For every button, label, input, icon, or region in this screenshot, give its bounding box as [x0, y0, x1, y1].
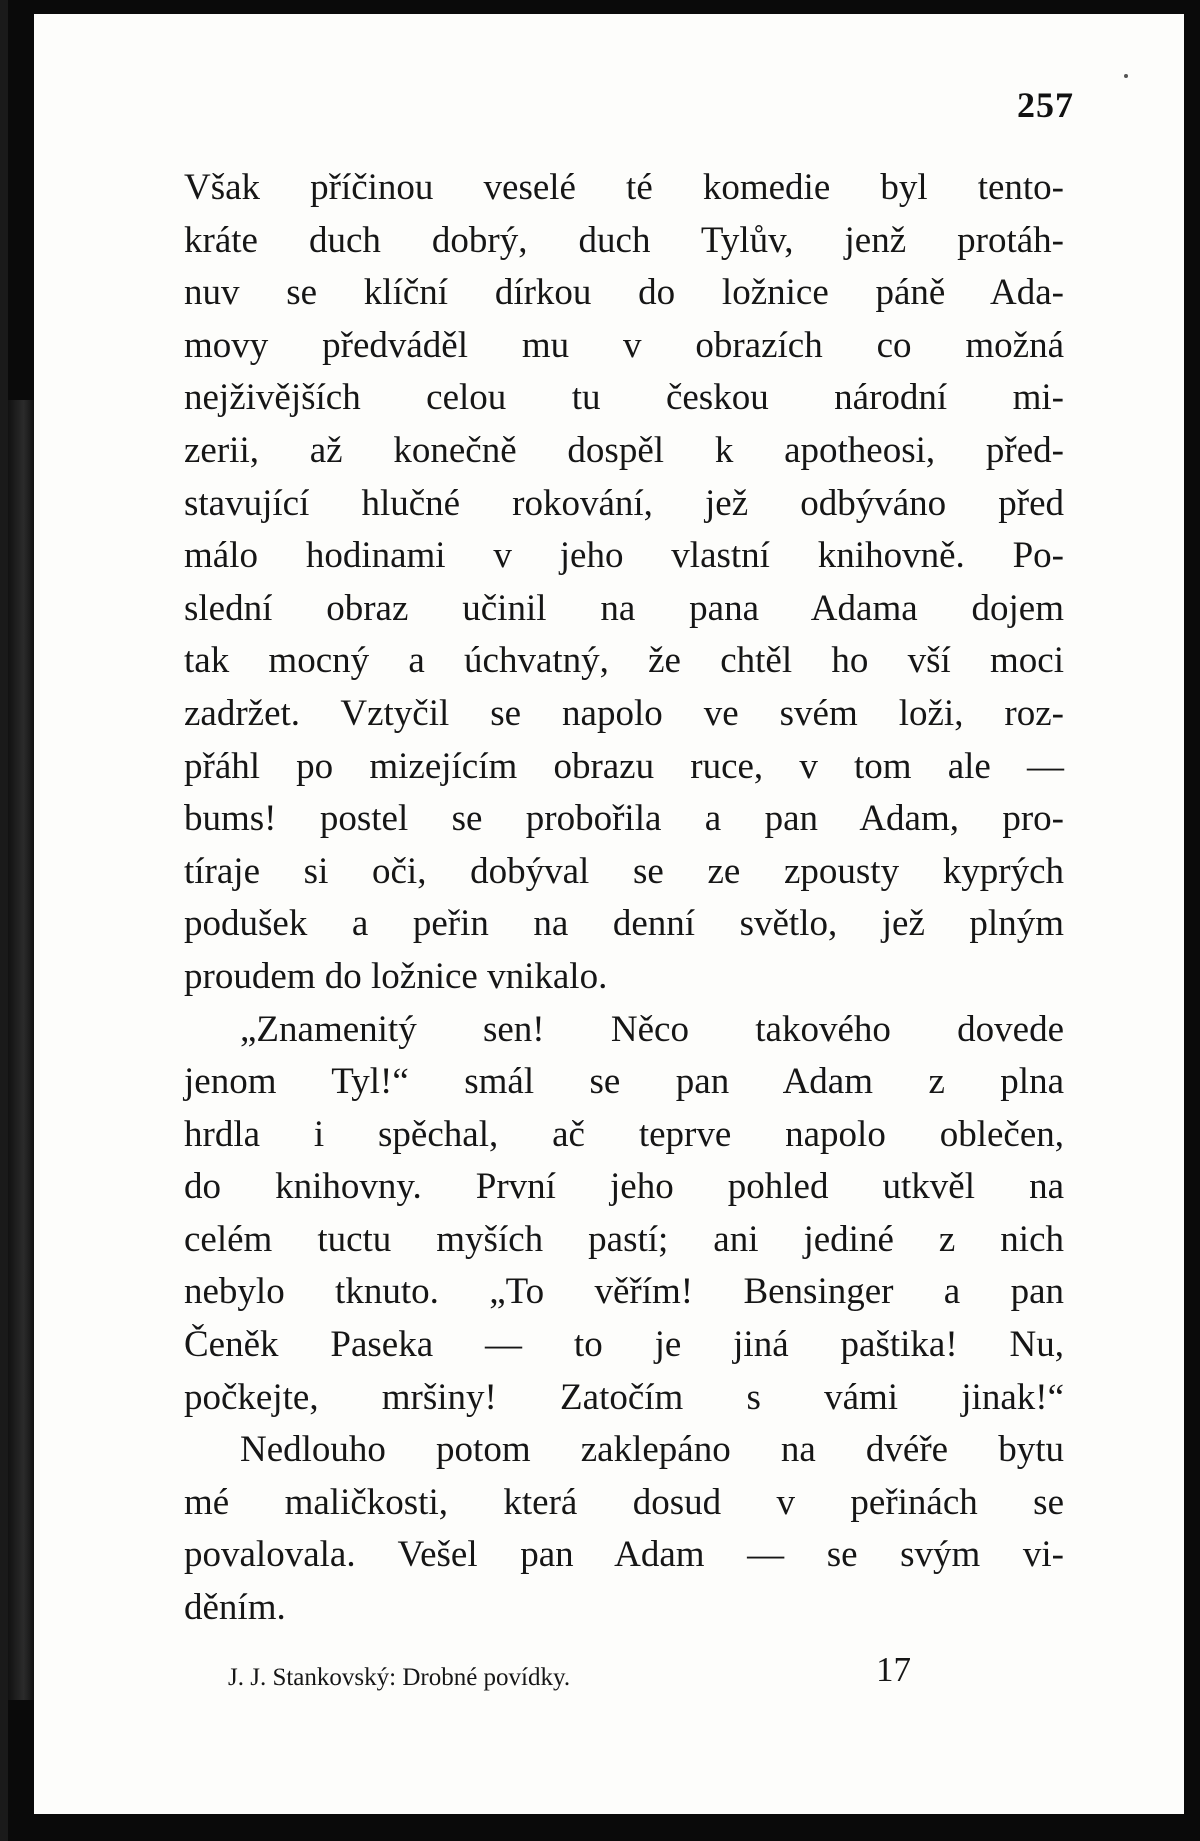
text-line: nebylo tknuto. „To věřím! Bensinger a pan — [184, 1271, 1064, 1313]
text-line: počkejte, mršiny! Zatočím s vámi jinak!“ — [184, 1376, 1064, 1418]
text-line: slední obraz učinil na pana Adama dojem — [184, 587, 1064, 629]
text-line: přáhl po mizejícím obrazu ruce, v tom ale — — [184, 745, 1064, 787]
text-line: Nedlouho potom zaklepáno na dvéře bytu — [240, 1429, 1064, 1471]
text-line: děním. — [184, 1587, 286, 1629]
page-number: 257 — [1017, 85, 1074, 125]
text-line: jenom Tyl!“ smál se pan Adam z plna — [184, 1061, 1064, 1103]
body-text — [184, 162, 1064, 1635]
footer-signature: J. J. Stankovský: Drobné povídky. — [228, 1664, 571, 1691]
binding-shadow — [8, 400, 34, 1700]
text-line: tak mocný a úchvatný, že chtěl ho vší moci — [184, 640, 1064, 682]
text-line: málo hodinami v jeho vlastní knihovně. Po- — [184, 535, 1064, 577]
text-line: nejživějších celou tu českou národní mi- — [184, 377, 1064, 419]
text-line: Čeněk Paseka — to je jiná paštika! Nu, — [184, 1324, 1064, 1366]
text-line: „Znamenitý sen! Něco takového dovede — [240, 1008, 1064, 1050]
text-line: movy předváděl mu v obrazích co možná — [184, 324, 1064, 366]
binding-edge — [0, 0, 8, 1841]
text-line: mé maličkosti, která dosud v peřinách se — [184, 1481, 1064, 1523]
text-line: do knihovny. První jeho pohled utkvěl na — [184, 1166, 1064, 1208]
footer-sheet-number: 17 — [876, 1650, 911, 1689]
text-line: zadržet. Vztyčil se napolo ve svém loži, roz- — [184, 692, 1064, 734]
text-line: podušek a peřin na denní světlo, jež plným — [184, 903, 1064, 945]
text-line: celém tuctu myších pastí; ani jediné z nich — [184, 1218, 1064, 1260]
text-line: tíraje si oči, dobýval se ze zpousty kyprých — [184, 850, 1064, 892]
text-line: bums! postel se probořila a pan Adam, pro- — [184, 798, 1064, 840]
text-line: Však příčinou veselé té komedie byl tento- — [184, 167, 1064, 208]
text-line: kráte duch dobrý, duch Tylův, jenž protáh- — [184, 219, 1064, 261]
book-page — [34, 14, 1184, 1814]
text-line: zerii, až konečně dospěl k apotheosi, před- — [184, 429, 1064, 471]
text-line: hrdla i spěchal, ač teprve napolo oblečen, — [184, 1113, 1064, 1155]
page-speck — [1124, 74, 1128, 78]
text-line: povalovala. Vešel pan Adam — se svým vi- — [184, 1534, 1064, 1576]
text-line: nuv se klíční dírkou do ložnice páně Ada- — [184, 272, 1064, 314]
text-line: proudem do ložnice vnikalo. — [184, 955, 608, 997]
text-line: stavující hlučné rokování, jež odbýváno před — [184, 482, 1064, 524]
